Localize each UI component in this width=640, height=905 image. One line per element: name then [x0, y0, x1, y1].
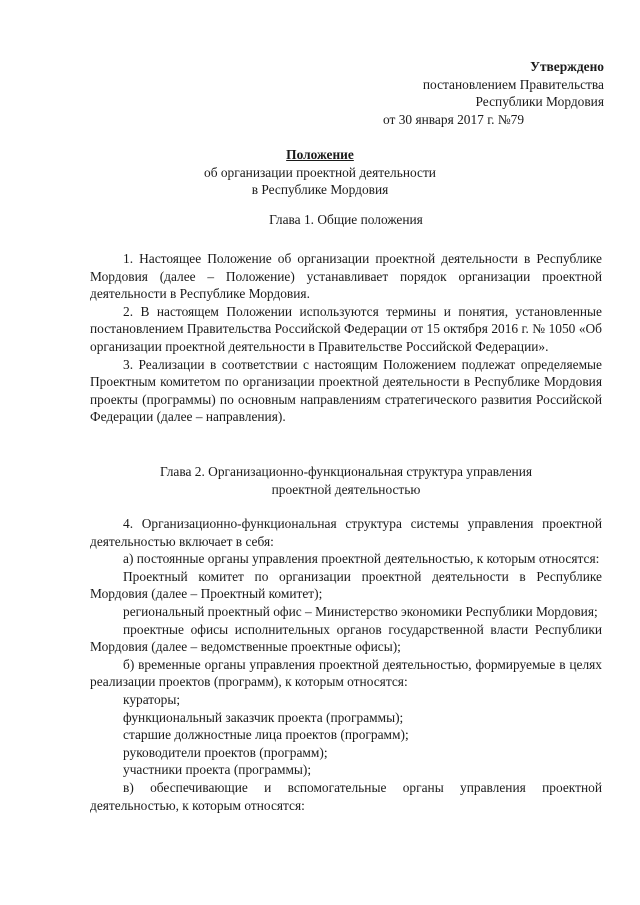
chapter-2-heading-line-1: Глава 2. Организационно-функциональная структура управления	[159, 464, 533, 479]
paragraph-4a-2: региональный проектный офис – Министерство экономики Республики Мордовия;	[123, 603, 598, 619]
chapter-2-body	[90, 515, 602, 814]
paragraph-3: 3. Реализации в соответствии с настоящим Положением подлежат определяемые Проектным комитетом по организации проектной деятельности в Республике Мордовия проекты (программы) по основным направлениям стратегического развития Российской Федерации (далее – направления).	[90, 356, 602, 425]
paragraph-4b: б) временные органы управления проектной деятельностью, формируемые в целях реализации проектов (программ), к которым относятся:	[90, 656, 602, 690]
paragraph-4b-4: руководители проектов (программ);	[123, 744, 328, 760]
title-main: Положение	[286, 147, 354, 162]
approval-line-1: постановлением Правительства	[422, 76, 604, 92]
paragraph-4b-5: участники проекта (программы);	[123, 762, 312, 778]
approval-date: от 30 января 2017 г. №79	[383, 111, 525, 127]
chapter-1-body	[90, 250, 602, 426]
paragraph-4a-3: проектные офисы исполнительных органов государственной власти Республики Мордовия (далее – ведомственные проектные офисы);	[90, 621, 602, 655]
chapter-2-heading	[90, 463, 602, 498]
paragraph-2: 2. В настоящем Положении используются термины и понятия, установленные постановлением Правительства Российской Федерации от 15 октября 2016 г. № 1050 «Об организации проектной деятельности в Правительстве Российской Федерации».	[90, 303, 602, 354]
chapter-1-heading-text: Глава 1. Общие положения	[269, 212, 423, 227]
paragraph-1: 1. Настоящее Положение об организации проектной деятельности в Республике Мордовия (далее – Положение) устанавливает порядок организации проектной деятельности в Республике Мордовия.	[90, 251, 602, 302]
approval-stamp	[380, 58, 604, 128]
paragraph-4c: в) обеспечивающие и вспомогательные органы управления проектной деятельностью, к которым относятся:	[90, 779, 602, 813]
chapter-1-heading	[90, 211, 602, 229]
approval-line-2: Республики Мордовия	[475, 94, 604, 110]
paragraph-4b-3: старшие должностные лица проектов (программ);	[123, 727, 409, 743]
chapter-2-heading-line-2: проектной деятельностью	[271, 481, 421, 497]
paragraph-4b-2: функциональный заказчик проекта (программы);	[123, 709, 404, 725]
approval-title: Утверждено	[530, 59, 604, 74]
title-sub-1: об организации проектной деятельности	[204, 164, 436, 180]
title-sub-2: в Республике Мордовия	[251, 182, 389, 198]
document-title	[0, 146, 640, 199]
paragraph-4b-1: кураторы;	[123, 691, 181, 707]
paragraph-4: 4. Организационно-функциональная структура системы управления проектной деятельностью включает в себя:	[90, 516, 602, 549]
paragraph-4a: а) постоянные органы управления проектной деятельностью, к которым относятся:	[123, 551, 600, 567]
paragraph-4a-1: Проектный комитет по организации проектной деятельности в Республике Мордовия (далее – Проектный комитет);	[90, 568, 602, 602]
